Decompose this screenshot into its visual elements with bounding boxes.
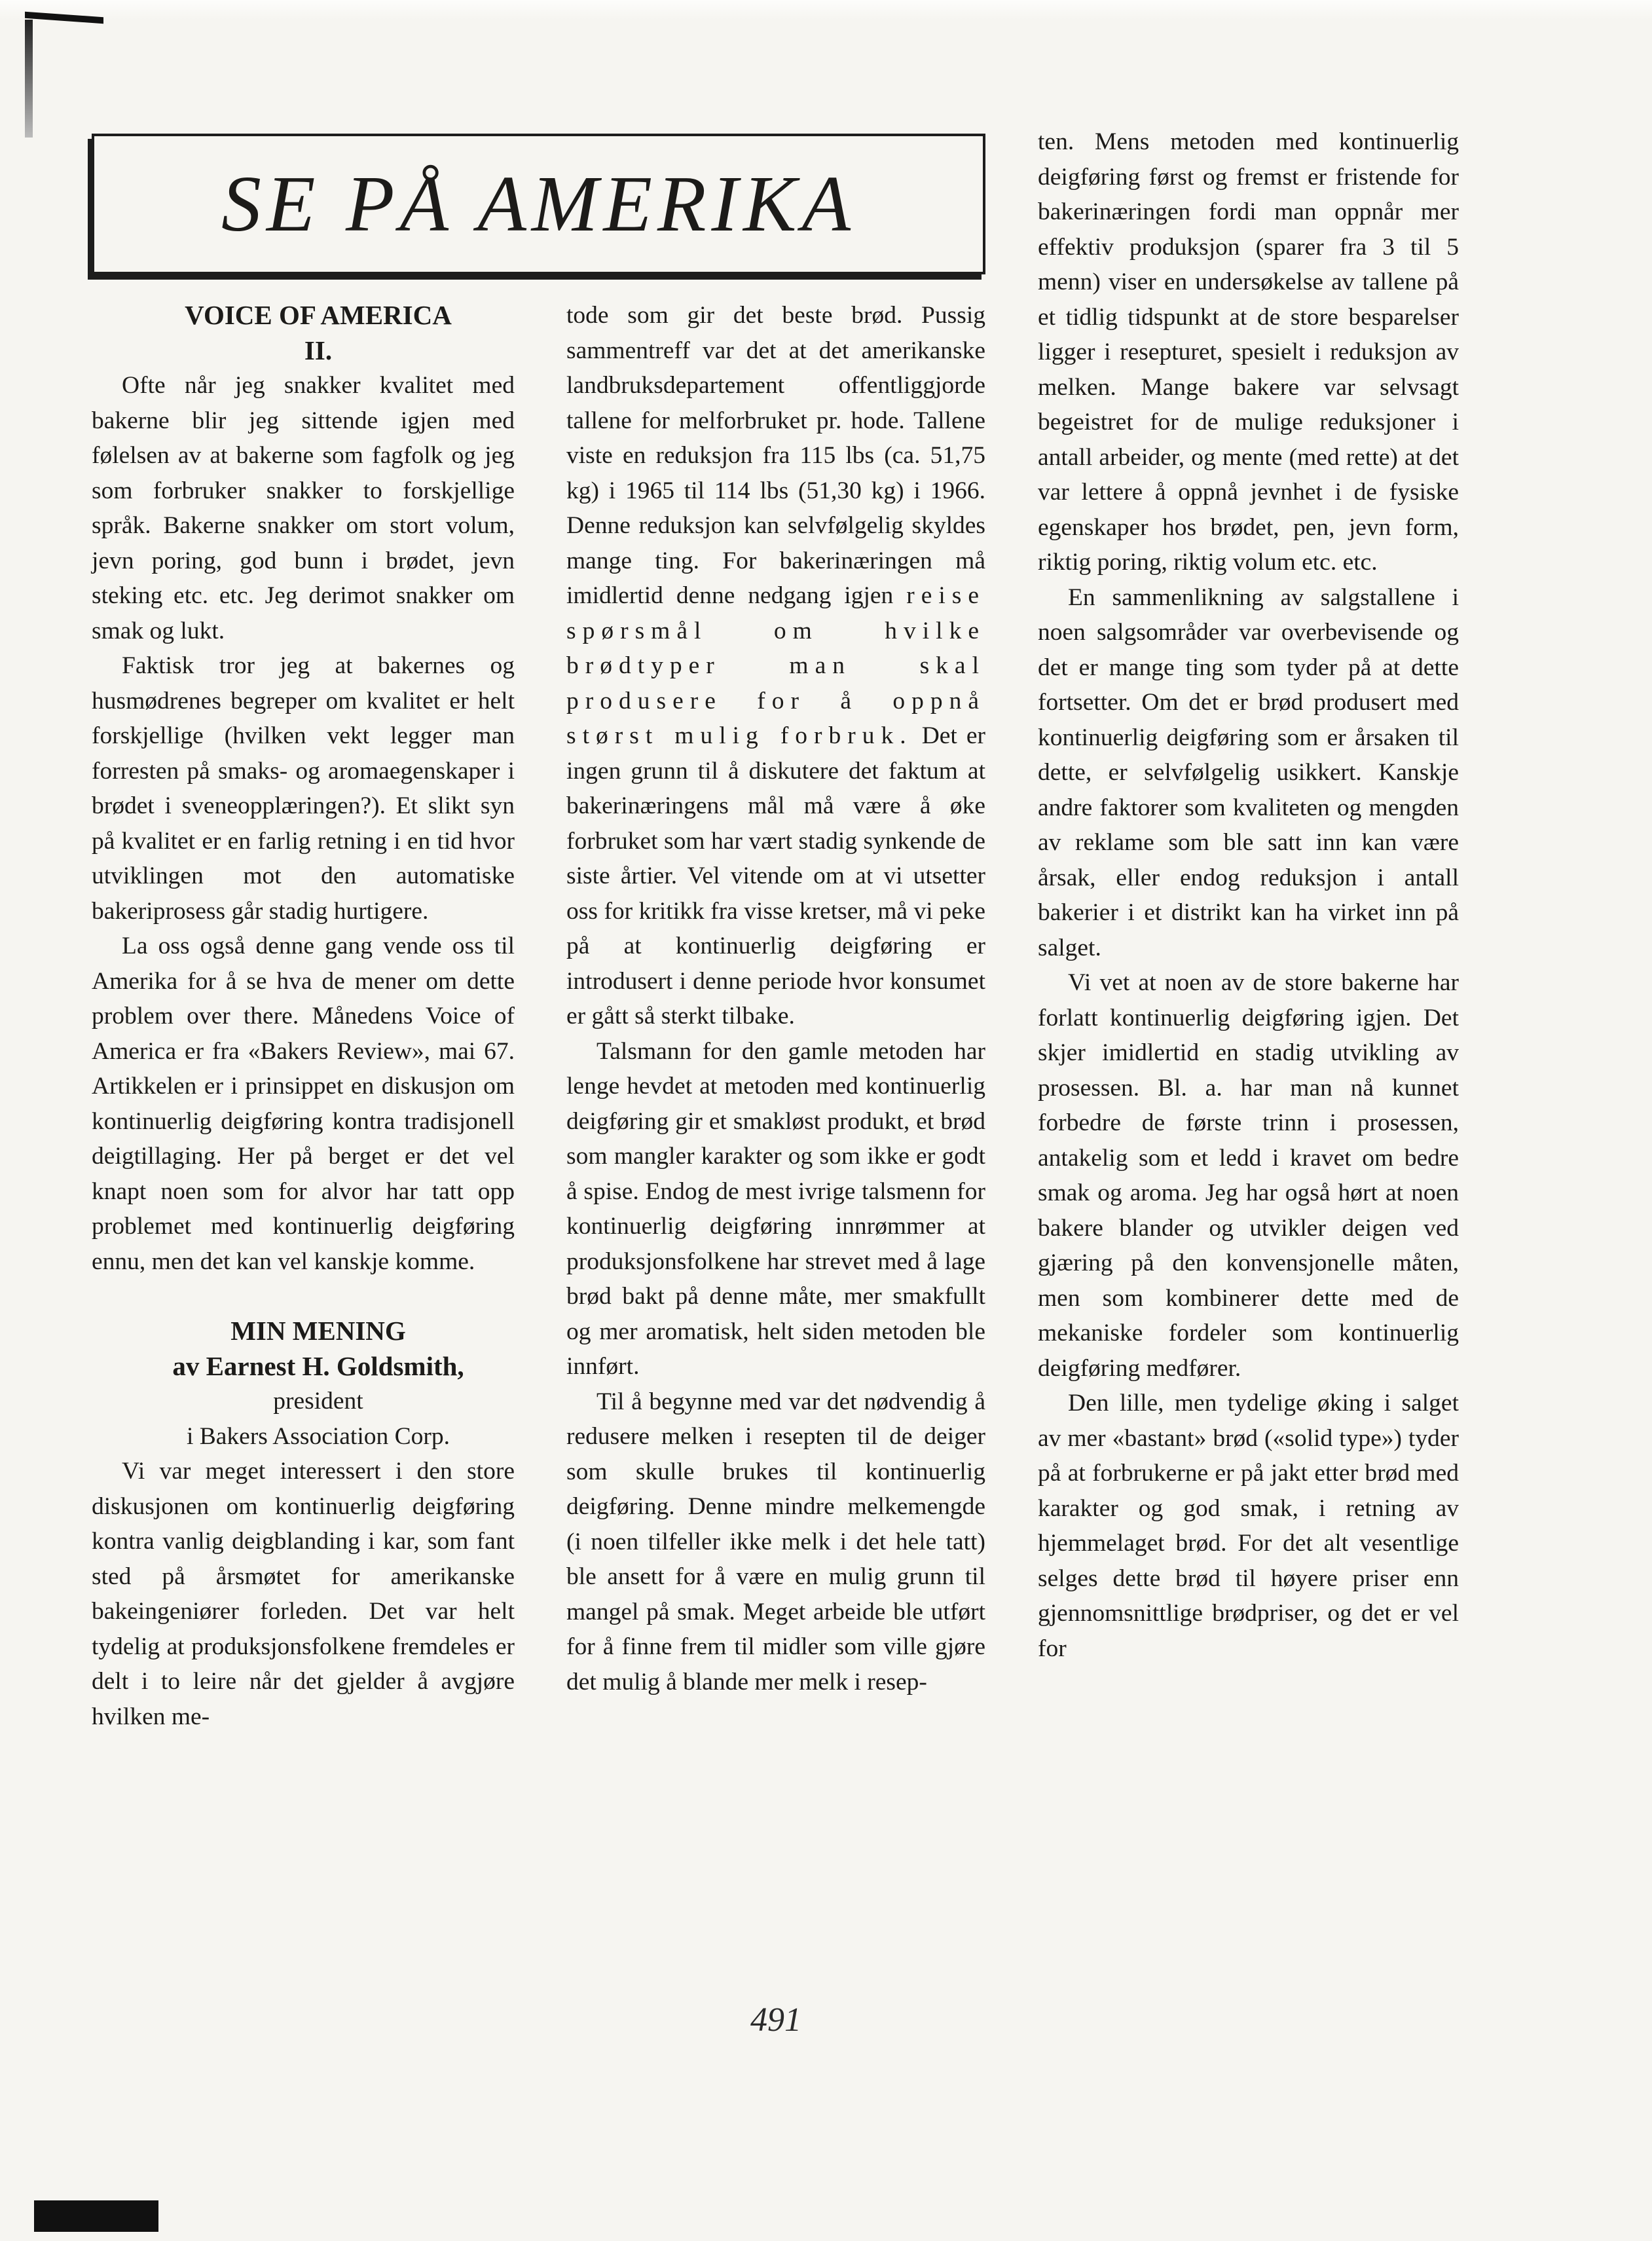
column-2 <box>566 298 985 1699</box>
column-1 <box>92 298 515 1734</box>
paragraph: La oss også denne gang vende oss til Amerika for å se hva de mener om dette problem over there. Månedens Voice of America er fra «Bakers Review», mai 67. Artikkelen er i prinsippet en diskusjon om kontinuerlig deigføring kontra tradisjonell deigtillaging. Her på berget er det vel knapt noen som for alvor har tatt opp problemet med kontinuerlig deigføring ennu, men det kan vel kanskje komme. <box>92 933 515 1275</box>
paragraph <box>566 298 985 1034</box>
paragraph: Faktisk tror jeg at bakernes og husmødrenes begreper om kvalitet er helt forskjellige (hvilken vekt legger man forresten på smaks- og aromaegenskaper i brødet i sveneopplæringen?). Et slikt syn på kvalitet er en farlig retning i en tid hvor utviklingen mot den automatiske bakeriprosess går stadig hurtigere. <box>92 652 515 925</box>
page-edge <box>0 0 1652 20</box>
section-heading-number: II. <box>304 335 333 365</box>
paragraph: En sammenlikning av salgstallene i noen salgsområder var overbevisende og det er mange ting som tyder på at dette fortsetter. Om det er brød produsert med kontinuerlig deigføring som er årsaken til dette, er selvfølgelig usikkert. Kanskje andre faktorer som kvaliteten og mengden av reklame som ble satt inn kan være årsak, eller endog reduksjon i antall bakerier i et distrikt kan ha virket inn på salget. <box>1038 583 1459 961</box>
paragraph-text: Det er ingen grunn til å diskutere det faktum at bakerinæringens mål må være å øke forbruket som har vært stadig synkende de siste årtier. Vel vitende om at vi utsetter oss for kritikk fra visse kretser, må vi peke på at kontinuerlig deigføring er introdusert i denne periode hvor konsumet er gått så sterkt tilbake. <box>566 722 986 1029</box>
scan-edge-mark-left <box>25 20 33 138</box>
section-heading-min-mening: MIN MENING <box>230 1316 406 1346</box>
section-heading-voice-of-america: VOICE OF AMERICA <box>185 300 452 330</box>
author-organization: i Bakers Association Corp. <box>186 1422 450 1450</box>
paragraph: Vi vet at noen av de store bakerne har forlatt kontinuerlig deigføring igjen. Det skjer imidlertid en stadig utvikling av prosessen. Bl. a. har man nå kunnet forbedre de første trinn i prosessen, antakelig som et ledd i kravet om bedre smak og aroma. Jeg har også hørt at noen bakere blander og utvikler deigen ved gjæring på den konvensjonelle måten, men som kombinerer dette med de mekaniske fordeler som kontinuerlig deigføring medfører. <box>1038 969 1459 1382</box>
paragraph-text: tode som gir det beste brød. Pussig sammentreff var det at det amerikanske landbruksdepartement offentliggjorde tallene for melforbruket pr. hode. Tallene viste en reduksjon fra 115 lbs (ca. 51,75 kg) i 1965 til 114 lbs (51,30 kg) i 1966. Denne reduksjon kan selvfølgelig skyldes mange ting. For bakerinæringen må imidlertid denne nedgang igjen <box>566 302 985 609</box>
scan-edge-mark-bottom <box>34 2200 158 2232</box>
paragraph: ten. Mens metoden med kontinuerlig deigføring først og fremst er fristende for bakerinæringen fordi man oppnår mer effektiv produksjon (sparer fra 3 til 5 menn) viser en undersøkelse av tallene på et tidlig tidspunkt at de store besparelser ligger i resepturet, spesielt i reduksjon av melken. Mange bakere var selvsagt begeistret for de mulige reduksjoner i antall arbeider, og mente (med rette) at det var lettere å oppnå jevnhet i de fysiske egenskaper hos brødet, pen, jevn form, riktig poring, riktig volum etc. etc. <box>1038 128 1459 576</box>
column-3 <box>1038 124 1459 1666</box>
paragraph: Til å begynne med var det nødvendig å redusere melken i resepten til de deiger som skulle brukes til kontinuerlig deigføring. Denne mindre melkemengde (i noen tilfeller ikke melk i det hele tatt) ble ansett for å være en mulig grunn til mangel på smak. Meget arbeide ble utført for å finne frem til midler som ville gjøre det mulig å blande mer melk i resep- <box>566 1388 985 1695</box>
author-role: president <box>273 1388 363 1415</box>
title-box <box>92 134 985 274</box>
paragraph: Vi var meget interessert i den store diskusjonen om kontinuerlig deigføring kontra vanlig deigblanding i kar, som fant sted på årsmøtet for amerikanske bakeingeniører forleden. Det var helt tydelig at produksjonsfolkene fremdeles er delt i to leire når det gjelder å avgjøre hvilken me- <box>92 1458 515 1730</box>
page-number: 491 <box>750 2001 801 2039</box>
author-byline: av Earnest H. Goldsmith, <box>172 1350 464 1381</box>
paragraph: Den lille, men tydelige øking i salget av mer «bastant» brød («solid type») tyder på at forbrukerne er på jakt etter brød med karakter og god smak, i retning av hjemmelaget brød. For det alt vesentlige selges dette brød til høyere priser enn gjennomsnittlige brødpriser, og det er vel for <box>1038 1390 1459 1662</box>
emphasized-spaced-text: reise spørsmål om hvilke brødtyper man skal produsere for å oppnå størst mulig forbruk. <box>566 582 985 749</box>
section-spacer <box>92 1279 515 1314</box>
article-title: SE PÅ AMERIKA <box>221 159 856 248</box>
paragraph: Ofte når jeg snakker kvalitet med bakerne blir jeg sittende igjen med følelsen av at bakerne som fagfolk og jeg som forbruker snakker to forskjellige språk. Bakerne snakker om stort volum, jevn poring, god bunn i brødet, jevn steking etc. etc. Jeg derimot snakker om smak og lukt. <box>92 372 515 644</box>
paragraph: Talsmann for den gamle metoden har lenge hevdet at metoden med kontinuerlig deigføring gir et smakløst produkt, et brød som mangler karakter og som ikke er godt å spise. Endog de mest ivrige talsmenn for kontinuerlig deigføring innrømmer at produksjonsfolkene har strevet med å lage brød bakt på denne måte, mer smakfullt og mer aromatisk, helt siden metoden ble innført. <box>566 1037 985 1380</box>
